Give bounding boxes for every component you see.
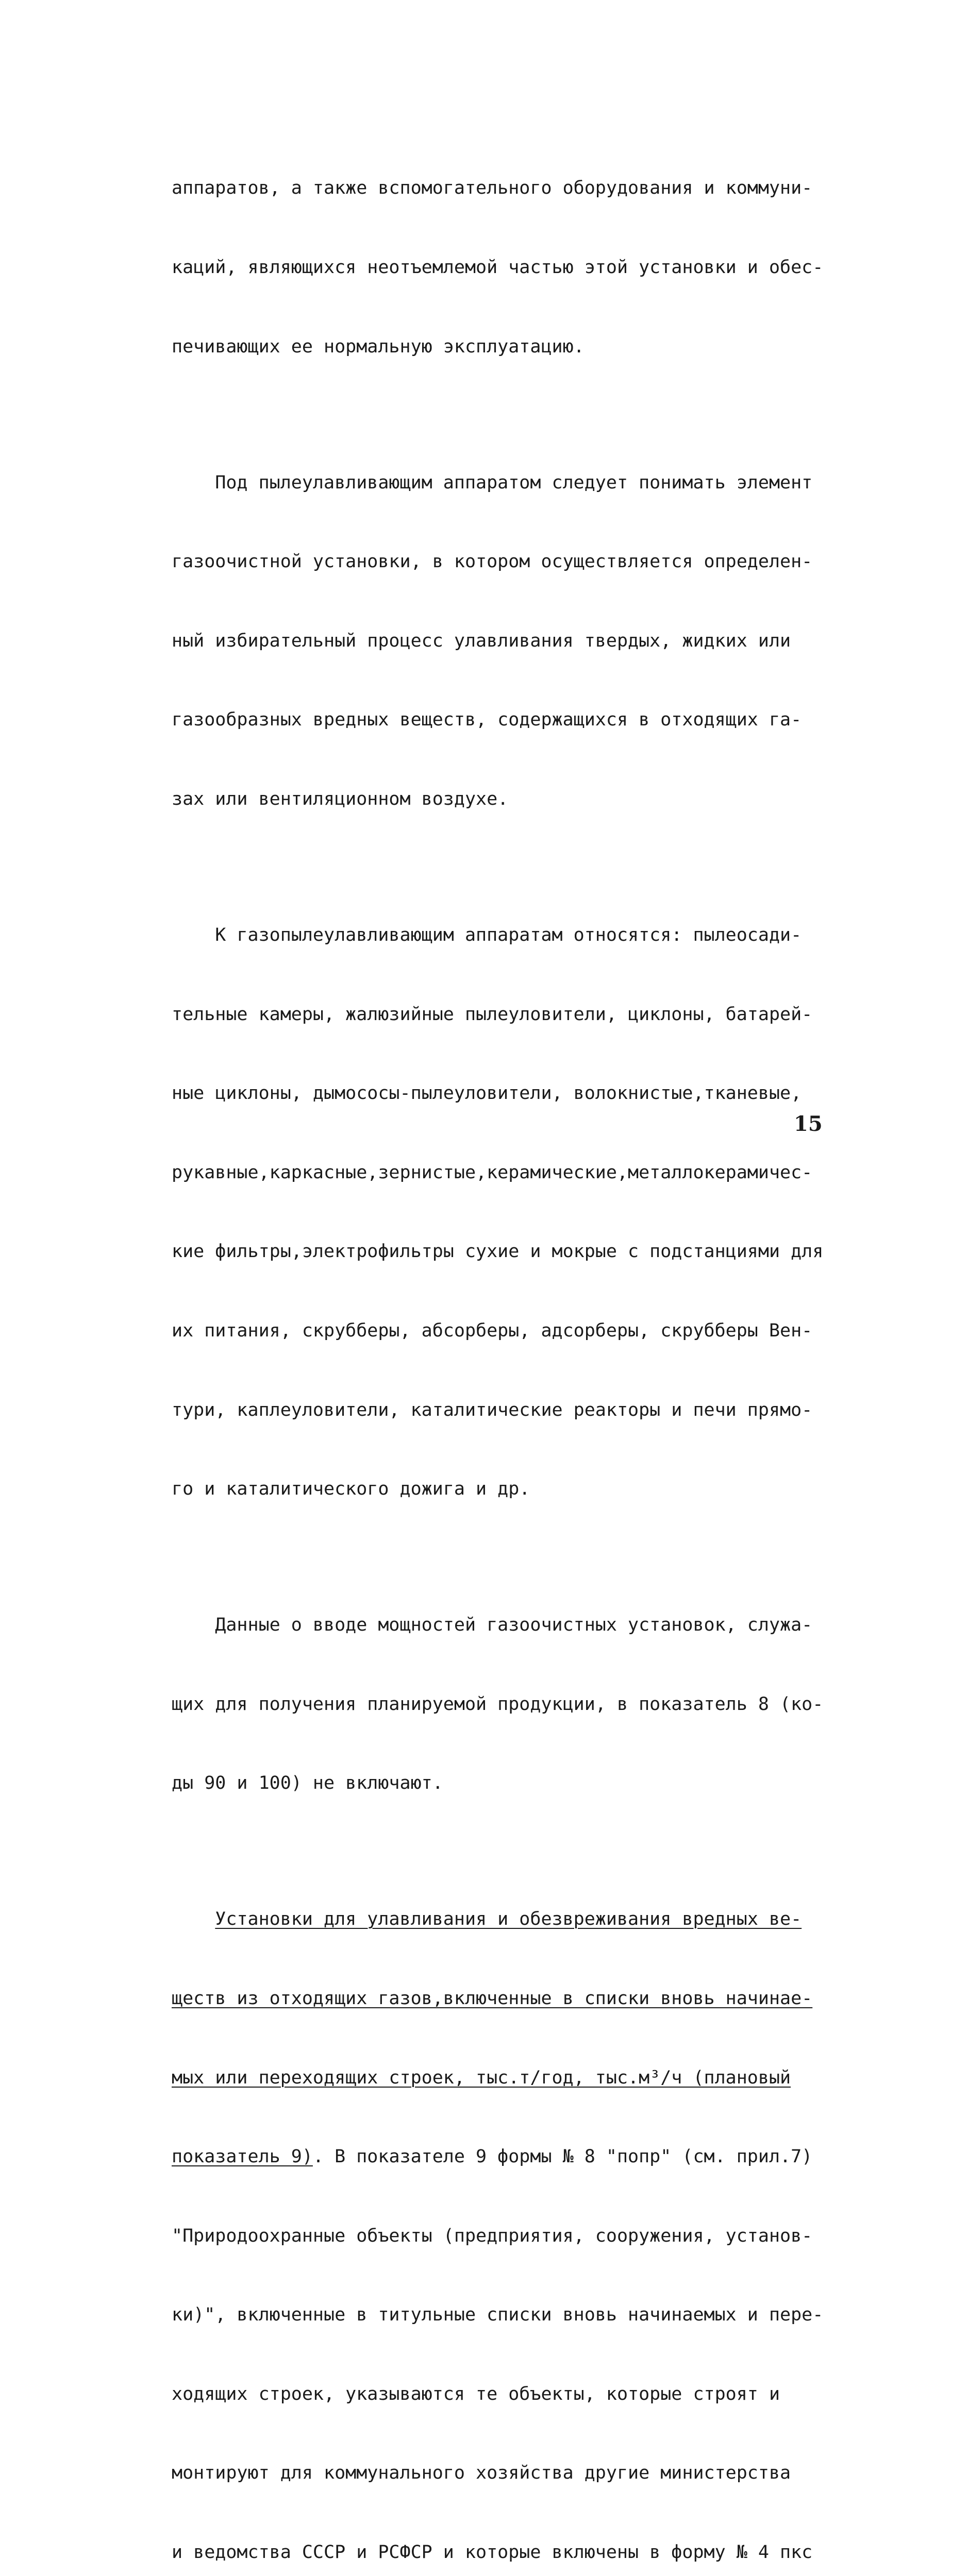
text-line: ный избирательный процесс улавливания твердых, жидких или — [172, 630, 791, 651]
underlined-heading-text: показатель 9) — [172, 2146, 313, 2167]
paragraph-exclusion-note — [172, 1560, 837, 1850]
text-line: ходящих строек, указываются те объекты, которые строят и — [172, 2383, 780, 2404]
underlined-heading-text: Установки для улавливания и обезвреживания вредных ве- — [215, 1909, 802, 1930]
text-line: рукавные,каркасные,зернистые,керамические,металлокерамичес- — [172, 1162, 813, 1183]
text-line: тельные камеры, жалюзийные пылеуловители, циклоны, батарей- — [172, 1004, 813, 1025]
underlined-heading-text: мых или переходящих строек, тыс.т/год, тыс.м³/ч (плановый — [172, 2067, 791, 2088]
paragraph-continuation — [172, 123, 837, 413]
text-line — [172, 1906, 837, 1933]
text-line: Под пылеулавливающим аппаратом следует понимать элемент — [172, 472, 813, 493]
text-line: ды 90 и 100) не включают. — [172, 1773, 443, 1794]
text-line — [172, 2065, 837, 2091]
document-body — [172, 123, 837, 2576]
paragraph-dust-collector-definition — [172, 417, 837, 865]
paragraph-apparatus-list — [172, 870, 837, 1555]
text-line: аппаратов, а также вспомогательного оборудования и коммуни- — [172, 178, 813, 199]
text-run: . В показателе 9 формы № 8 "попр" (см. прил.7) — [312, 2146, 813, 2167]
underlined-heading-text: ществ из отходящих газов,включенные в списки вновь начинае- — [172, 1988, 813, 2009]
page-number: 15 — [794, 1112, 823, 1136]
text-line: Данные о вводе мощностей газоочистных установок, служа- — [172, 1615, 813, 1636]
text-line: щих для получения планируемой продукции, в показатель 8 (ко- — [172, 1693, 824, 1715]
text-line: газоочистной установки, в котором осуществляется определен- — [172, 551, 813, 572]
text-line: печивающих ее нормальную эксплуатацию. — [172, 336, 585, 357]
paragraph-indicator-9 — [172, 1854, 837, 2576]
text-line: и ведомства СССР и РСФСР и которые включены в форму № 4 пкс — [172, 2542, 813, 2563]
text-line: ки)", включенные в титульные списки вновь начинаемых и пере- — [172, 2304, 824, 2326]
text-line: тури, каплеуловители, каталитические реакторы и печи прямо- — [172, 1399, 813, 1420]
text-line: "Природоохранные объекты (предприятия, сооружения, установ- — [172, 2225, 813, 2246]
text-line — [172, 2144, 837, 2170]
text-line: монтируют для коммунального хозяйства другие министерства — [172, 2463, 791, 2484]
text-line: кие фильтры,электрофильтры сухие и мокрые с подстанциями для — [172, 1241, 824, 1262]
text-line: К газопылеулавливающим аппаратам относятся: пылеосади- — [172, 924, 802, 945]
text-line: зах или вентиляционном воздухе. — [172, 788, 509, 809]
text-line — [172, 1986, 837, 2012]
text-line: каций, являющихся неотъемлемой частью этой установки и обес- — [172, 257, 824, 278]
text-line: ные циклоны, дымососы-пылеуловители, волокнистые,тканевые, — [172, 1083, 802, 1104]
text-line: го и каталитического дожига и др. — [172, 1479, 530, 1500]
text-line: их питания, скрубберы, абсорберы, адсорберы, скрубберы Вен- — [172, 1320, 813, 1341]
text-line: газообразных вредных веществ, содержащихся в отходящих га- — [172, 709, 802, 731]
